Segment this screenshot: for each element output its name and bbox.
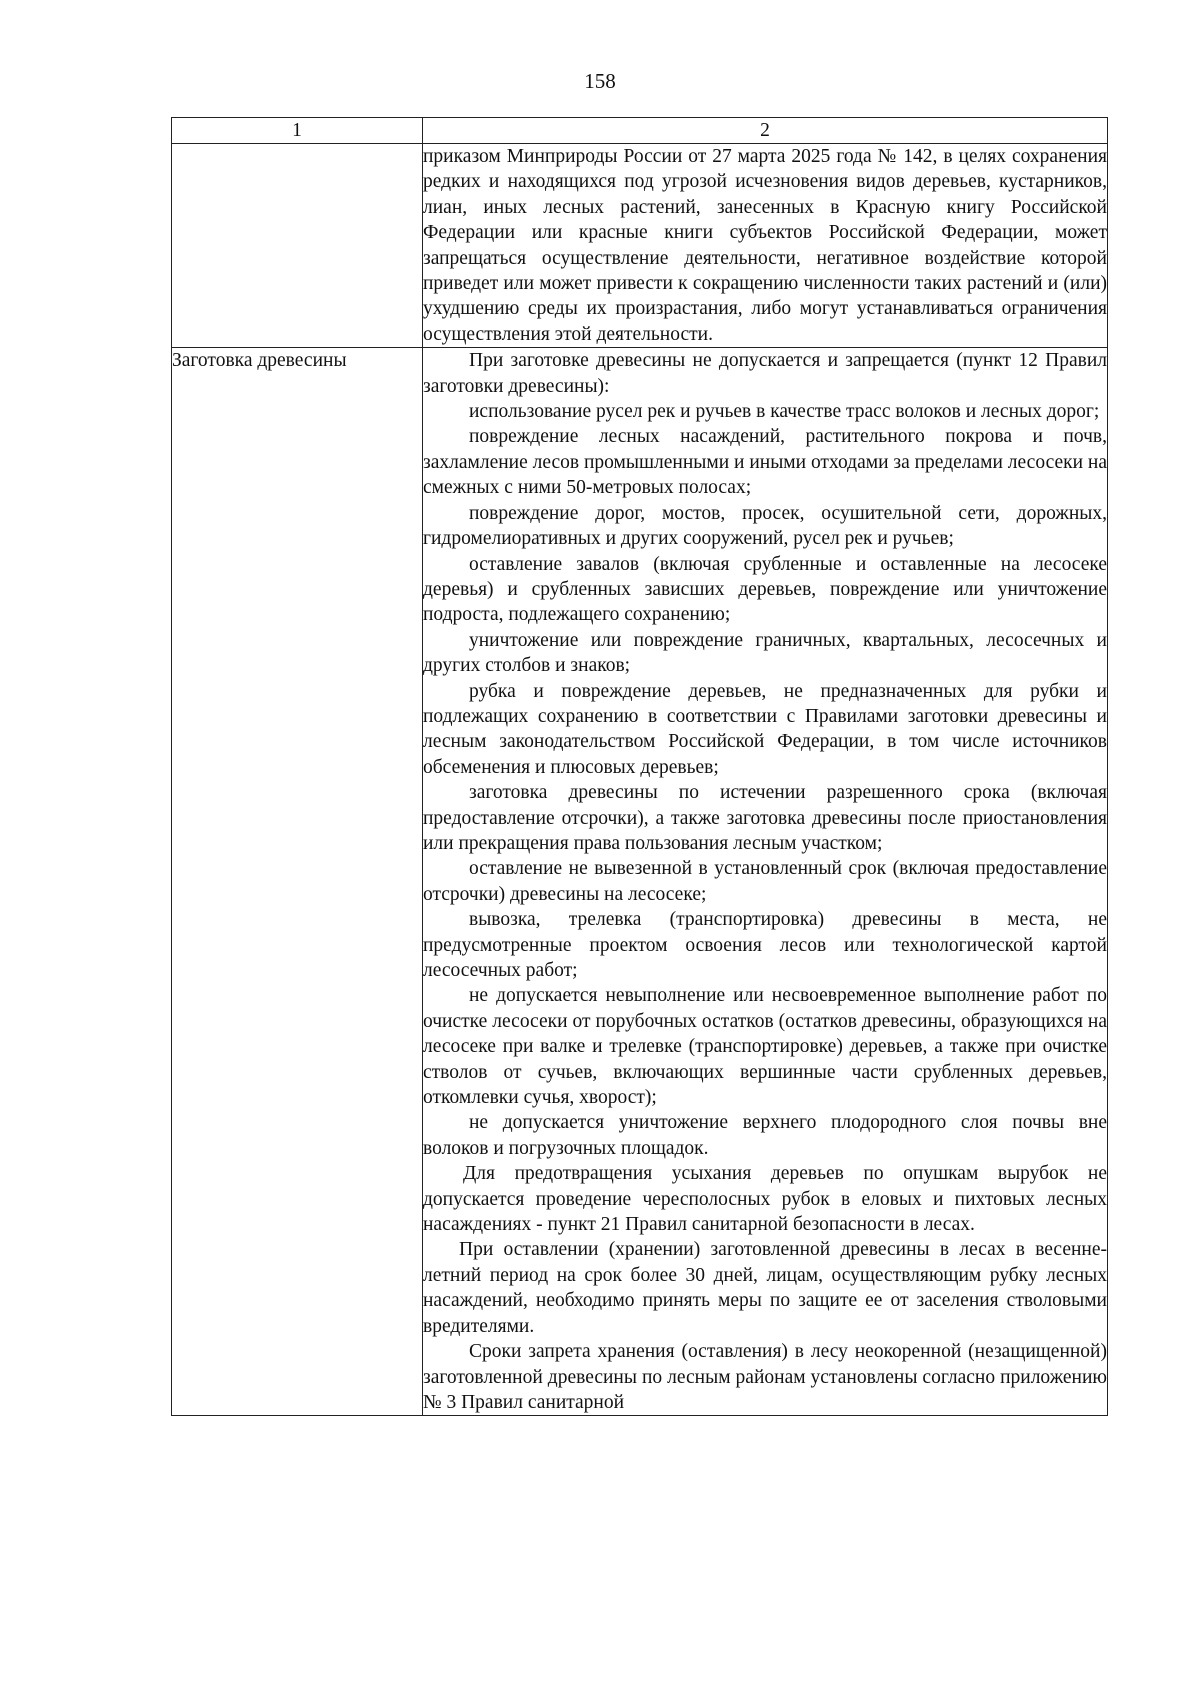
paragraph: уничтожение или повреждение граничных, квартальных, лесосечных и других столбов и знаков; [423, 629, 1107, 677]
paragraph: использование русел рек и ручьев в качестве трасс волоков и лесных дорог; [469, 401, 1100, 423]
paragraph: При заготовке древесины не допускается и запрещается (пункт 12 Правил заготовки древесины): [423, 350, 1107, 397]
paragraph: оставление не вывезенной в установленный срок (включая предоставление отсрочки) древесины на лесосеке; [423, 858, 1107, 905]
paragraph: При оставлении (хранении) заготовленной древесины в лесах в весенне-летний период на срок более 30 дней, лицам, осуществляющим рубку лесных насаждений, необходимо принять меры по защите ее от заселения стволовыми вредителями. [423, 1239, 1107, 1337]
table-header-row [172, 118, 1108, 144]
paragraph: Сроки запрета хранения (оставления) в лесу неокоренной (незащищенной) заготовленной древесины по лесным районам установлены согласно приложению № 3 Правил санитарной [423, 1341, 1107, 1413]
table-row [172, 144, 1108, 348]
paragraph: рубка и повреждение деревьев, не предназначенных для рубки и подлежащих сохранению в соответствии с Правилами заготовки древесины и лесным законодательством Российской Федерации, в том числе источников обсеменения и плюсовых деревьев; [423, 680, 1107, 778]
paragraph: не допускается уничтожение верхнего плодородного слоя почвы вне волоков и погрузочных площадок. [423, 1112, 1107, 1159]
paragraph: не допускается невыполнение или несвоевременное выполнение работ по очистке лесосеки от порубочных остатков (остатков древесины, образующихся на лесосеке при валке и трелевке (транспортировке) деревьев, а также при очистке стволов от сучьев, включающих вершинные части срубленных деревьев, откомлевки сучья, хворост); [423, 985, 1107, 1109]
paragraph: оставление завалов (включая срубленные и оставленные на лесосеке деревья) и срубленных зависших деревьев, повреждение или уничтожение подроста, подлежащего сохранению; [423, 553, 1107, 626]
paragraph: вывозка, трелевка (транспортировка) древесины в места, не предусмотренные проектом освоения лесов или технологической картой лесосечных работ; [423, 909, 1107, 981]
page-number: 158 [584, 69, 616, 93]
paragraph: приказом Минприроды России от 27 марта 2025 года № 142, в целях сохранения редких и находящихся под угрозой исчезновения видов деревьев, кустарников, лиан, иных лесных растений, занесенных в Красную книгу Российской Федерации или красные книги субъектов Российской Федерации, может запрещаться осуществление деятельности, негативное воздействие которой приведет или может привести к сокращению численности таких растений и (или) ухудшению среды их произрастания, либо могут устанавливаться ограничения осуществления этой деятельности. [423, 146, 1107, 345]
row-label: Заготовка древесины [172, 348, 423, 1416]
row-label [172, 144, 423, 348]
table-row [172, 348, 1108, 1416]
row-text [423, 348, 1108, 1416]
paragraph: заготовка древесины по истечении разрешенного срока (включая предоставление отсрочки), а также заготовка древесины после приостановления или прекращения права пользования лесным участком; [423, 782, 1107, 854]
paragraph: повреждение лесных насаждений, растительного покрова и почв, захламление лесов промышленными и иными отходами за пределами лесосеки на смежных с ними 50-метровых полосах; [423, 426, 1107, 499]
column-header-2: 2 [423, 118, 1108, 144]
row-text [423, 144, 1108, 348]
regulation-table [171, 117, 1108, 1416]
column-header-1: 1 [172, 118, 423, 144]
paragraph: повреждение дорог, мостов, просек, осушительной сети, дорожных, гидромелиоративных и других сооружений, русел рек и ручьев; [423, 502, 1107, 550]
paragraph: Для предотвращения усыхания деревьев по опушкам вырубок не допускается проведение чересполосных рубок в еловых и пихтовых лесных насаждениях - пункт 21 Правил санитарной безопасности в лесах. [423, 1163, 1107, 1236]
